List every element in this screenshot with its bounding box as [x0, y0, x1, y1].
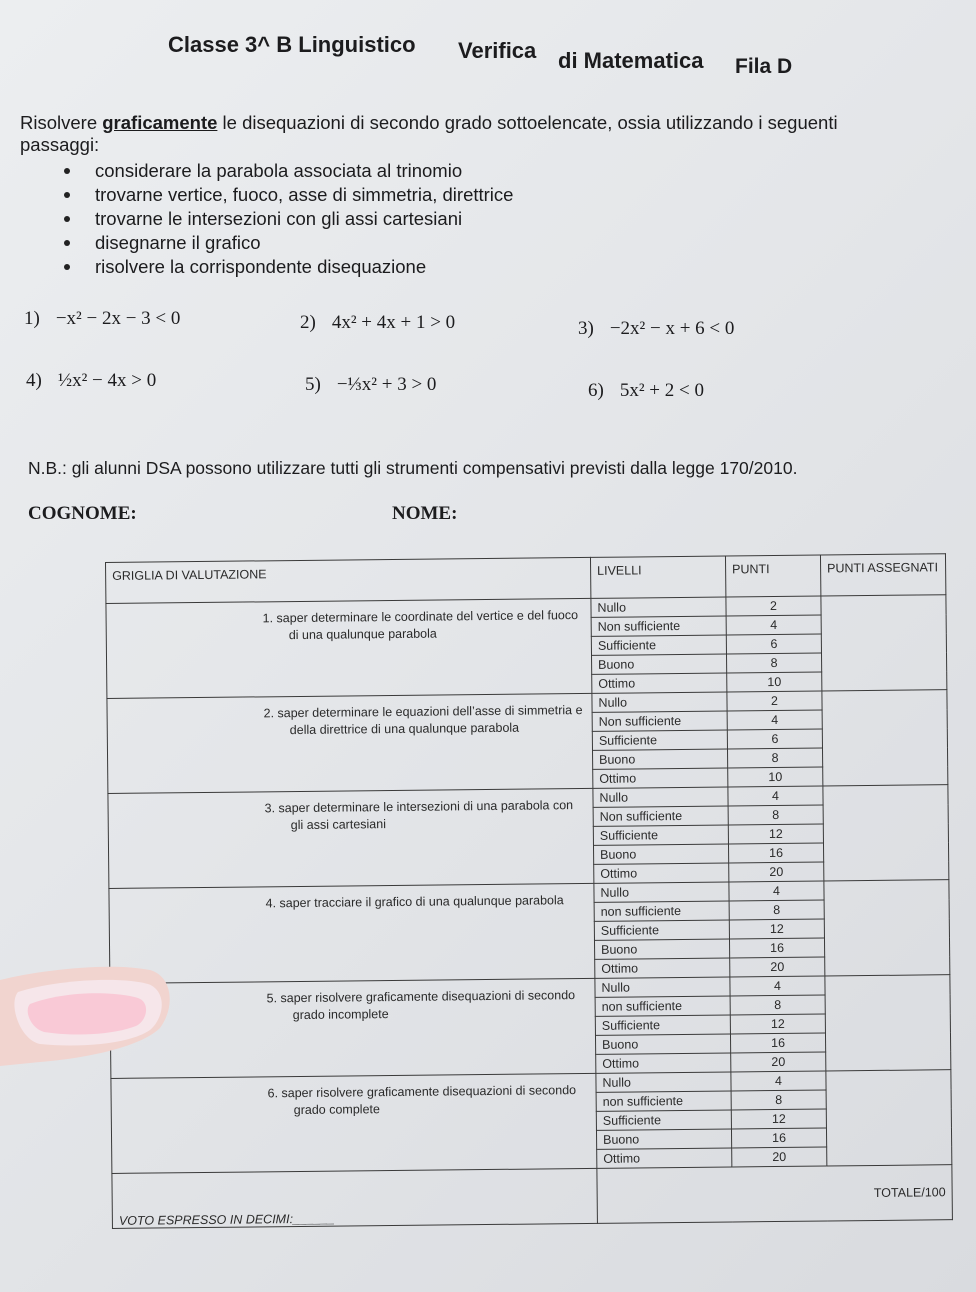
assigned-points-cell[interactable]: [826, 1070, 952, 1166]
exercise-4: [26, 370, 156, 392]
level-label: Nullo: [591, 597, 726, 617]
criterion-description: 2. saper determinare le equazioni dell’asse di simmetria e della direttrice di una qualunque parabola: [107, 693, 593, 793]
level-points: 10: [728, 767, 823, 787]
level-points: 8: [727, 748, 822, 768]
exercise-formula: −2x² − x + 6 < 0: [609, 318, 735, 339]
name-label: NOME:: [392, 503, 458, 524]
level-points: 4: [730, 976, 825, 996]
finger-nail-photo: [0, 962, 175, 1082]
test-type-label: Verifica: [458, 38, 537, 63]
level-label: Buono: [593, 844, 728, 864]
instructions: [20, 112, 860, 156]
dsa-note: N.B.: gli alunni DSA possono utilizzare tutti gli strumenti compensativi previsti dalla legge 170/2010.: [28, 458, 798, 478]
level-points: 6: [726, 634, 821, 654]
level-points: 12: [730, 1014, 825, 1034]
exercise-number: 3): [578, 318, 594, 339]
assigned-points-cell[interactable]: [824, 880, 950, 976]
criterion-description: 5. saper risolvere graficamente disequazioni di secondo grado incomplete: [110, 978, 596, 1078]
level-label: Non sufficiente: [593, 806, 728, 826]
level-label: Nullo: [594, 882, 729, 902]
total-label: TOTALE/100: [597, 1165, 953, 1224]
level-label: Ottimo: [594, 863, 729, 883]
level-points: 20: [729, 862, 824, 882]
exercise-number: 2): [300, 312, 316, 333]
level-label: Buono: [592, 654, 727, 674]
total-row: [112, 1165, 953, 1229]
level-points: 16: [729, 938, 824, 958]
level-points: 8: [731, 1090, 826, 1110]
level-label: Sufficiente: [592, 730, 727, 750]
level-points: 10: [727, 672, 822, 692]
exercise-number: 4): [26, 370, 42, 391]
level-label: Ottimo: [597, 1148, 732, 1168]
criterion-description: 3. saper determinare le intersezioni di una parabola con gli assi cartesiani: [108, 788, 594, 888]
level-points: 16: [730, 1033, 825, 1053]
level-points: 12: [731, 1109, 826, 1129]
step-item: considerare la parabola associata al trinomio: [60, 160, 513, 184]
test-header: [168, 28, 868, 78]
assigned-points-header: PUNTI ASSEGNATI: [820, 554, 945, 596]
level-points: 20: [732, 1147, 827, 1167]
level-points: 4: [728, 786, 823, 806]
assigned-points-cell[interactable]: [822, 690, 948, 786]
exercise-1: [24, 308, 180, 330]
subject-label: di Matematica: [558, 48, 704, 73]
criterion-description: 6. saper risolvere graficamente disequazioni di secondo grado complete: [111, 1073, 597, 1173]
level-points: 4: [726, 615, 821, 635]
level-points: 16: [731, 1128, 826, 1148]
level-label: Non sufficiente: [591, 616, 726, 636]
grid-title: GRIGLIA DI VALUTAZIONE: [106, 557, 591, 603]
assigned-points-cell[interactable]: [825, 975, 951, 1071]
steps-list: [60, 160, 513, 280]
level-label: Sufficiente: [594, 920, 729, 940]
criterion-description: 4. saper tracciare il grafico di una qualunque parabola: [109, 883, 595, 983]
level-label: Buono: [594, 939, 729, 959]
instructions-end: le disequazioni di secondo grado sottoelencate, ossia utilizzando i seguenti passaggi:: [20, 112, 838, 155]
level-points: 6: [727, 729, 822, 749]
exercise-number: 6): [588, 380, 604, 401]
levels-header: LIVELLI: [590, 556, 725, 598]
level-label: Ottimo: [593, 768, 728, 788]
level-label: Non sufficiente: [592, 711, 727, 731]
level-label: Nullo: [593, 787, 728, 807]
level-label: Buono: [592, 749, 727, 769]
class-label: Classe 3^ B Linguistico: [168, 32, 416, 57]
exercise-formula: −⅓x² + 3 > 0: [336, 374, 437, 395]
level-label: Sufficiente: [593, 825, 728, 845]
level-label: Buono: [595, 1034, 730, 1054]
grade-label: VOTO ESPRESSO IN DECIMI:______: [112, 1168, 598, 1228]
level-points: 8: [730, 995, 825, 1015]
level-points: 8: [726, 653, 821, 673]
exercise-formula: −x² − 2x − 3 < 0: [55, 308, 181, 329]
evaluation-grid: [105, 553, 952, 1272]
level-points: 20: [730, 957, 825, 977]
exercise-number: 5): [305, 374, 321, 395]
level-label: Sufficiente: [591, 635, 726, 655]
level-label: Ottimo: [596, 1053, 731, 1073]
level-points: 2: [726, 596, 821, 616]
level-points: 20: [731, 1052, 826, 1072]
level-label: Nullo: [596, 1072, 731, 1092]
exercise-number: 1): [24, 308, 40, 329]
exercise-3: [578, 318, 734, 340]
assigned-points-cell[interactable]: [821, 595, 947, 691]
level-label: non sufficiente: [594, 901, 729, 921]
instructions-emphasis: graficamente: [102, 112, 218, 133]
step-item: trovarne vertice, fuoco, asse di simmetria, direttrice: [60, 184, 513, 208]
level-label: Buono: [596, 1129, 731, 1149]
criteria-rows: [106, 595, 952, 1174]
level-label: Sufficiente: [596, 1110, 731, 1130]
exercise-formula: 4x² + 4x + 1 > 0: [331, 312, 456, 333]
level-label: Sufficiente: [595, 1015, 730, 1035]
instructions-start: Risolvere: [20, 112, 103, 133]
level-label: non sufficiente: [595, 996, 730, 1016]
surname-label: COGNOME:: [28, 503, 137, 524]
level-points: 12: [729, 919, 824, 939]
step-item: risolvere la corrispondente disequazione: [60, 256, 513, 280]
evaluation-table: [105, 553, 953, 1229]
step-item: trovarne le intersezioni con gli assi cartesiani: [60, 208, 513, 232]
level-points: 4: [731, 1071, 826, 1091]
level-points: 4: [727, 710, 822, 730]
assigned-points-cell[interactable]: [823, 785, 949, 881]
level-label: Nullo: [595, 977, 730, 997]
level-points: 16: [728, 843, 823, 863]
level-points: 4: [729, 881, 824, 901]
level-label: Ottimo: [592, 673, 727, 693]
level-label: Nullo: [592, 692, 727, 712]
level-label: Ottimo: [595, 958, 730, 978]
level-points: 8: [729, 900, 824, 920]
exercise-formula: ½x² − 4x > 0: [57, 370, 157, 391]
exercise-2: [300, 312, 455, 334]
level-label: non sufficiente: [596, 1091, 731, 1111]
row-label: Fila D: [735, 55, 793, 78]
step-item: disegnarne il grafico: [60, 232, 513, 256]
criterion-description: 1. saper determinare le coordinate del vertice e del fuoco di una qualunque parabola: [106, 598, 592, 698]
level-points: 12: [728, 824, 823, 844]
exercise-5: [305, 374, 436, 396]
level-points: 8: [728, 805, 823, 825]
points-header: PUNTI: [725, 555, 820, 597]
level-points: 2: [727, 691, 822, 711]
exercise-6: [588, 380, 704, 402]
exercise-formula: 5x² + 2 < 0: [619, 380, 704, 401]
